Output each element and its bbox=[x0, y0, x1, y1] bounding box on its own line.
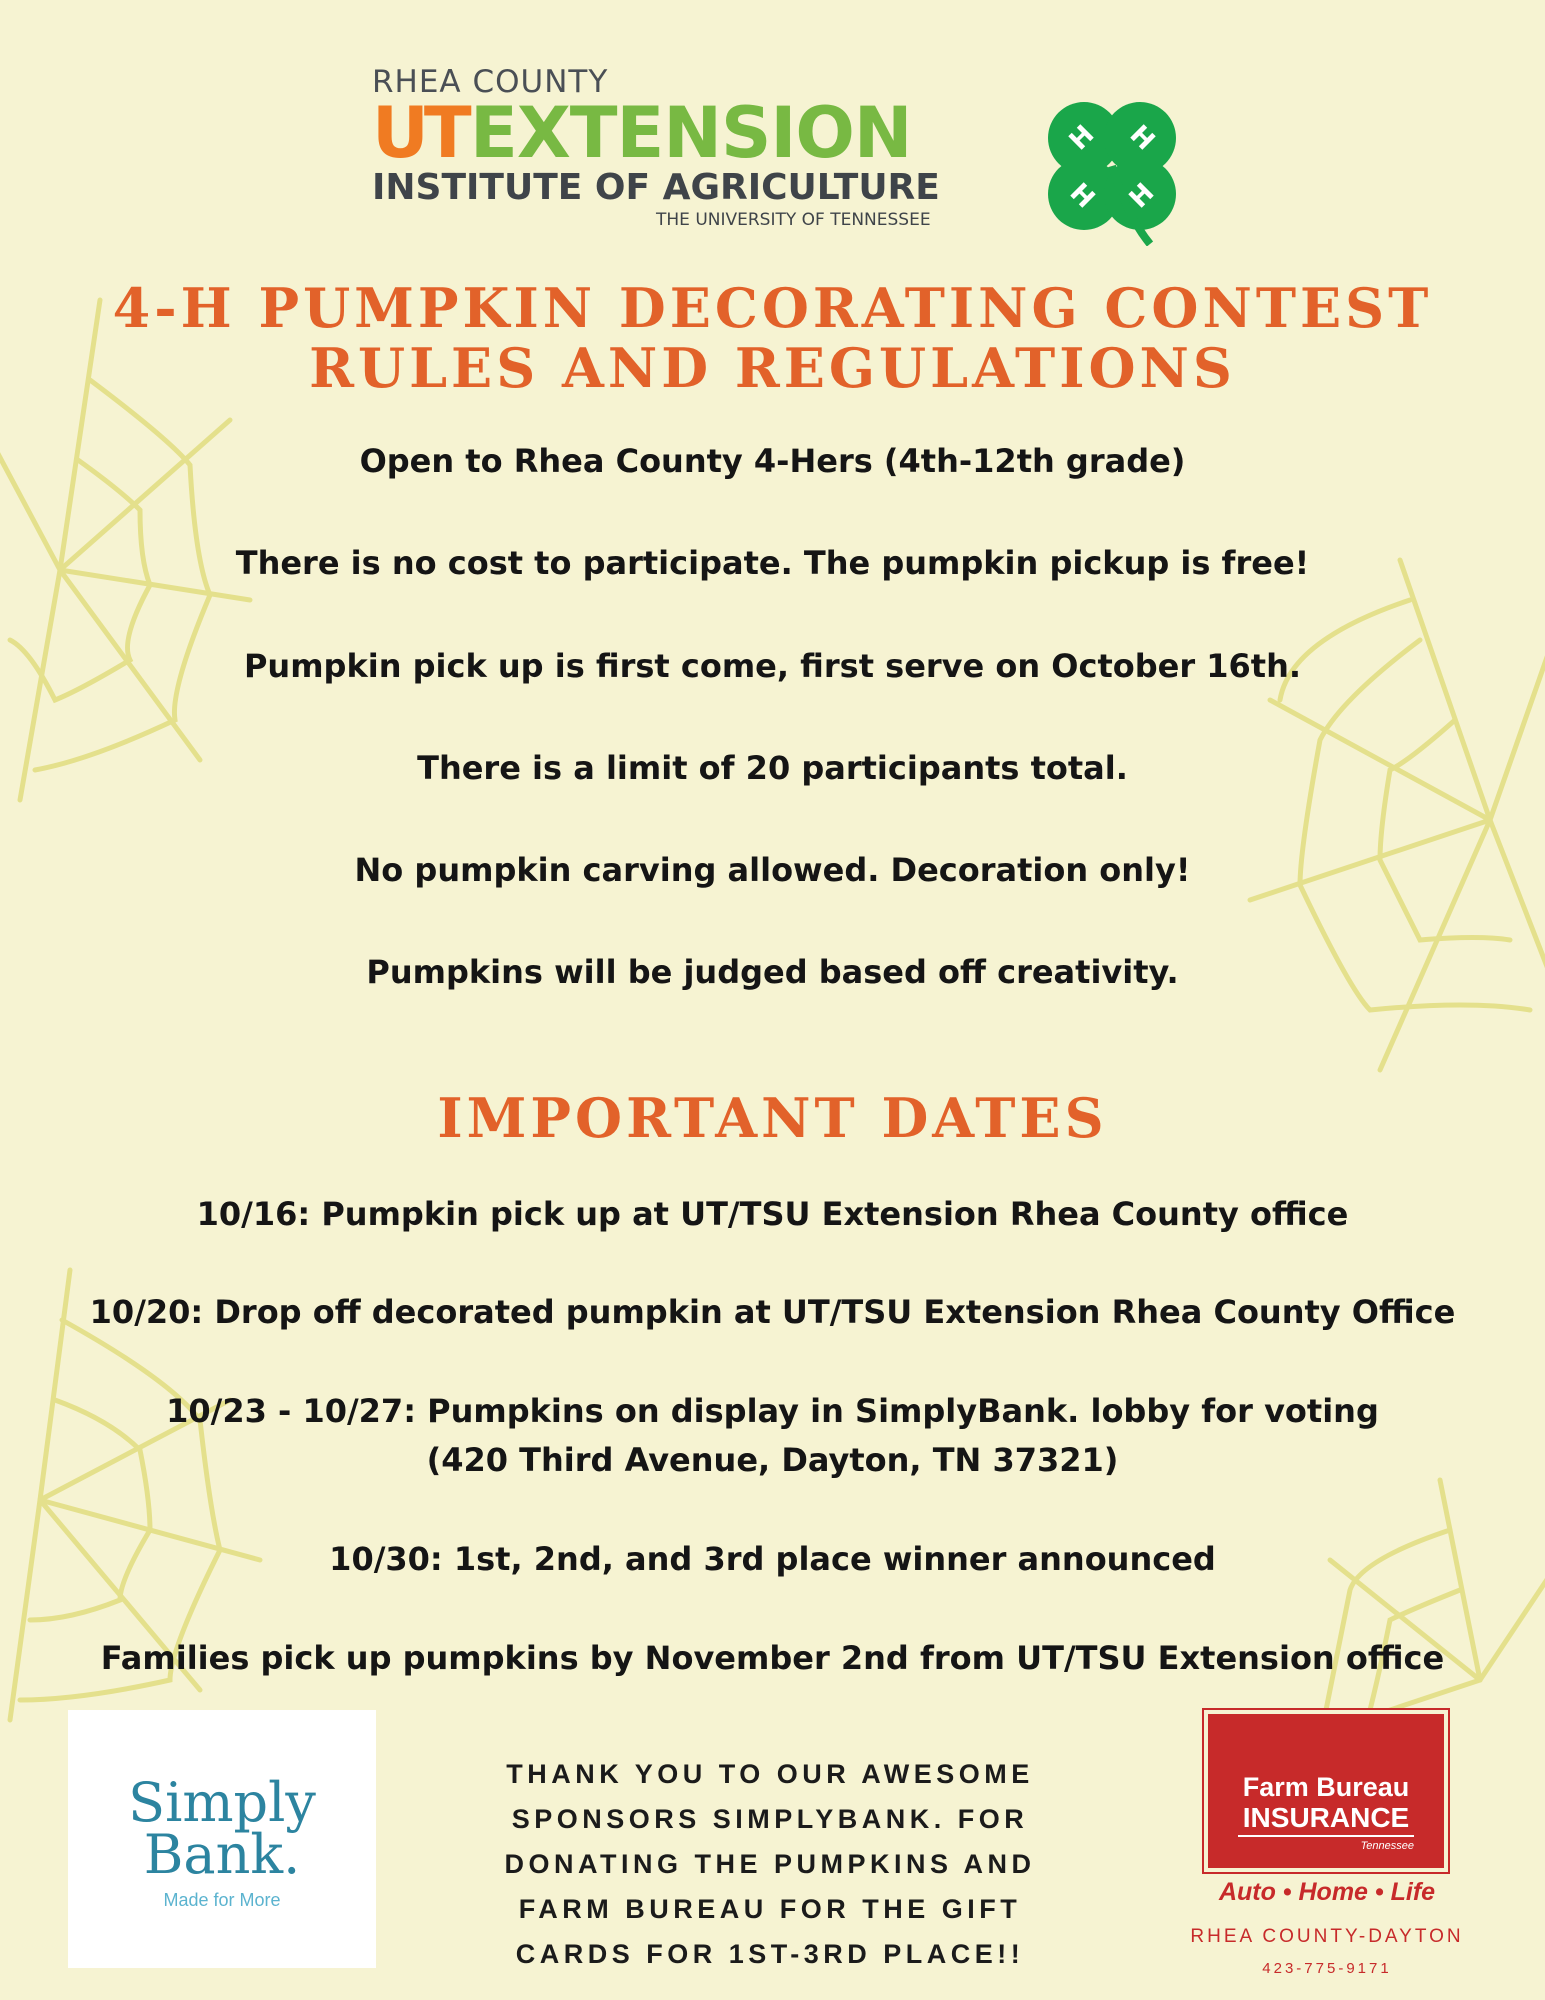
date-item: Families pick up pumpkins by November 2nd from UT/TSU Extension office bbox=[100, 1639, 1445, 1677]
rule-item: Pumpkin pick up is first come, first serve on October 16th. bbox=[243, 647, 1302, 685]
spider-web-right-bottom bbox=[1300, 1480, 1545, 1740]
university-label: THE UNIVERSITY OF TENNESSEE bbox=[656, 210, 931, 230]
thanks-line: FARM BUREAU FOR THE GIFT bbox=[518, 1894, 1022, 1924]
contest-title: 4-H PUMPKIN DECORATING CONTEST bbox=[112, 276, 1433, 340]
rule-item: There is no cost to participate. The pumpkin pickup is free! bbox=[235, 544, 1310, 582]
farm-bureau-logo bbox=[1204, 1710, 1448, 1872]
thanks-line: DONATING THE PUMPKINS AND bbox=[504, 1849, 1036, 1879]
simplybank-logo bbox=[68, 1710, 376, 1968]
date-item: 10/20: Drop off decorated pumpkin at UT/TSU Extension Rhea County Office bbox=[89, 1293, 1456, 1331]
spider-web-right-middle bbox=[1250, 560, 1545, 1070]
county-label: RHEA COUNTY bbox=[372, 64, 609, 100]
contest-subtitle: RULES AND REGULATIONS bbox=[309, 336, 1236, 400]
institute-label: INSTITUTE OF AGRICULTURE bbox=[372, 167, 940, 208]
4-h-clover-icon bbox=[1032, 86, 1192, 246]
farm-bureau-insurance: INSURANCE bbox=[1242, 1802, 1410, 1833]
sponsor-thanks bbox=[470, 1752, 1070, 1977]
rule-item: No pumpkin carving allowed. Decoration only! bbox=[354, 851, 1191, 889]
extension-wordmark: EXTENSION bbox=[470, 92, 912, 174]
simplybank-word-simply: Simply bbox=[128, 1771, 316, 1834]
date-item-address: (420 Third Avenue, Dayton, TN 37321) bbox=[426, 1441, 1119, 1479]
date-item: 10/23 - 10/27: Pumpkins on display in SimplyBank. lobby for voting bbox=[166, 1392, 1379, 1430]
clover-h-top-right: H bbox=[1123, 119, 1161, 157]
thanks-line: SPONSORS SIMPLYBANK. FOR bbox=[511, 1804, 1029, 1834]
rule-item: Open to Rhea County 4-Hers (4th-12th grade) bbox=[359, 442, 1186, 480]
date-item: 10/16: Pumpkin pick up at UT/TSU Extension Rhea County office bbox=[196, 1195, 1349, 1233]
rule-item: There is a limit of 20 participants total. bbox=[417, 749, 1128, 787]
ut-logo-mark: UT bbox=[372, 92, 467, 174]
farm-bureau-state: Tennessee bbox=[1360, 1840, 1414, 1852]
farm-bureau-location: RHEA COUNTY-DAYTON bbox=[1190, 1926, 1464, 1947]
farm-bureau-divider bbox=[1238, 1835, 1414, 1837]
important-dates-heading: IMPORTANT DATES bbox=[437, 1086, 1108, 1150]
farm-bureau-tagline: Auto • Home • Life bbox=[1218, 1878, 1436, 1906]
clover-h-bottom-right: H bbox=[1123, 177, 1161, 215]
clover-h-top-left: H bbox=[1063, 119, 1101, 157]
thanks-line: THANK YOU TO OUR AWESOME bbox=[506, 1759, 1034, 1789]
date-item: 10/30: 1st, 2nd, and 3rd place winner announced bbox=[329, 1540, 1216, 1578]
simplybank-word-bank: Bank. bbox=[143, 1823, 301, 1886]
simplybank-tagline: Made for More bbox=[163, 1890, 281, 1910]
farm-bureau-name: Farm Bureau bbox=[1242, 1772, 1410, 1802]
farm-bureau-phone: 423-775-9171 bbox=[1262, 1960, 1392, 1977]
clover-h-bottom-left: H bbox=[1063, 177, 1101, 215]
thanks-line: CARDS FOR 1ST-3RD PLACE!! bbox=[515, 1939, 1025, 1969]
rule-item: Pumpkins will be judged based off creativity. bbox=[366, 953, 1179, 991]
